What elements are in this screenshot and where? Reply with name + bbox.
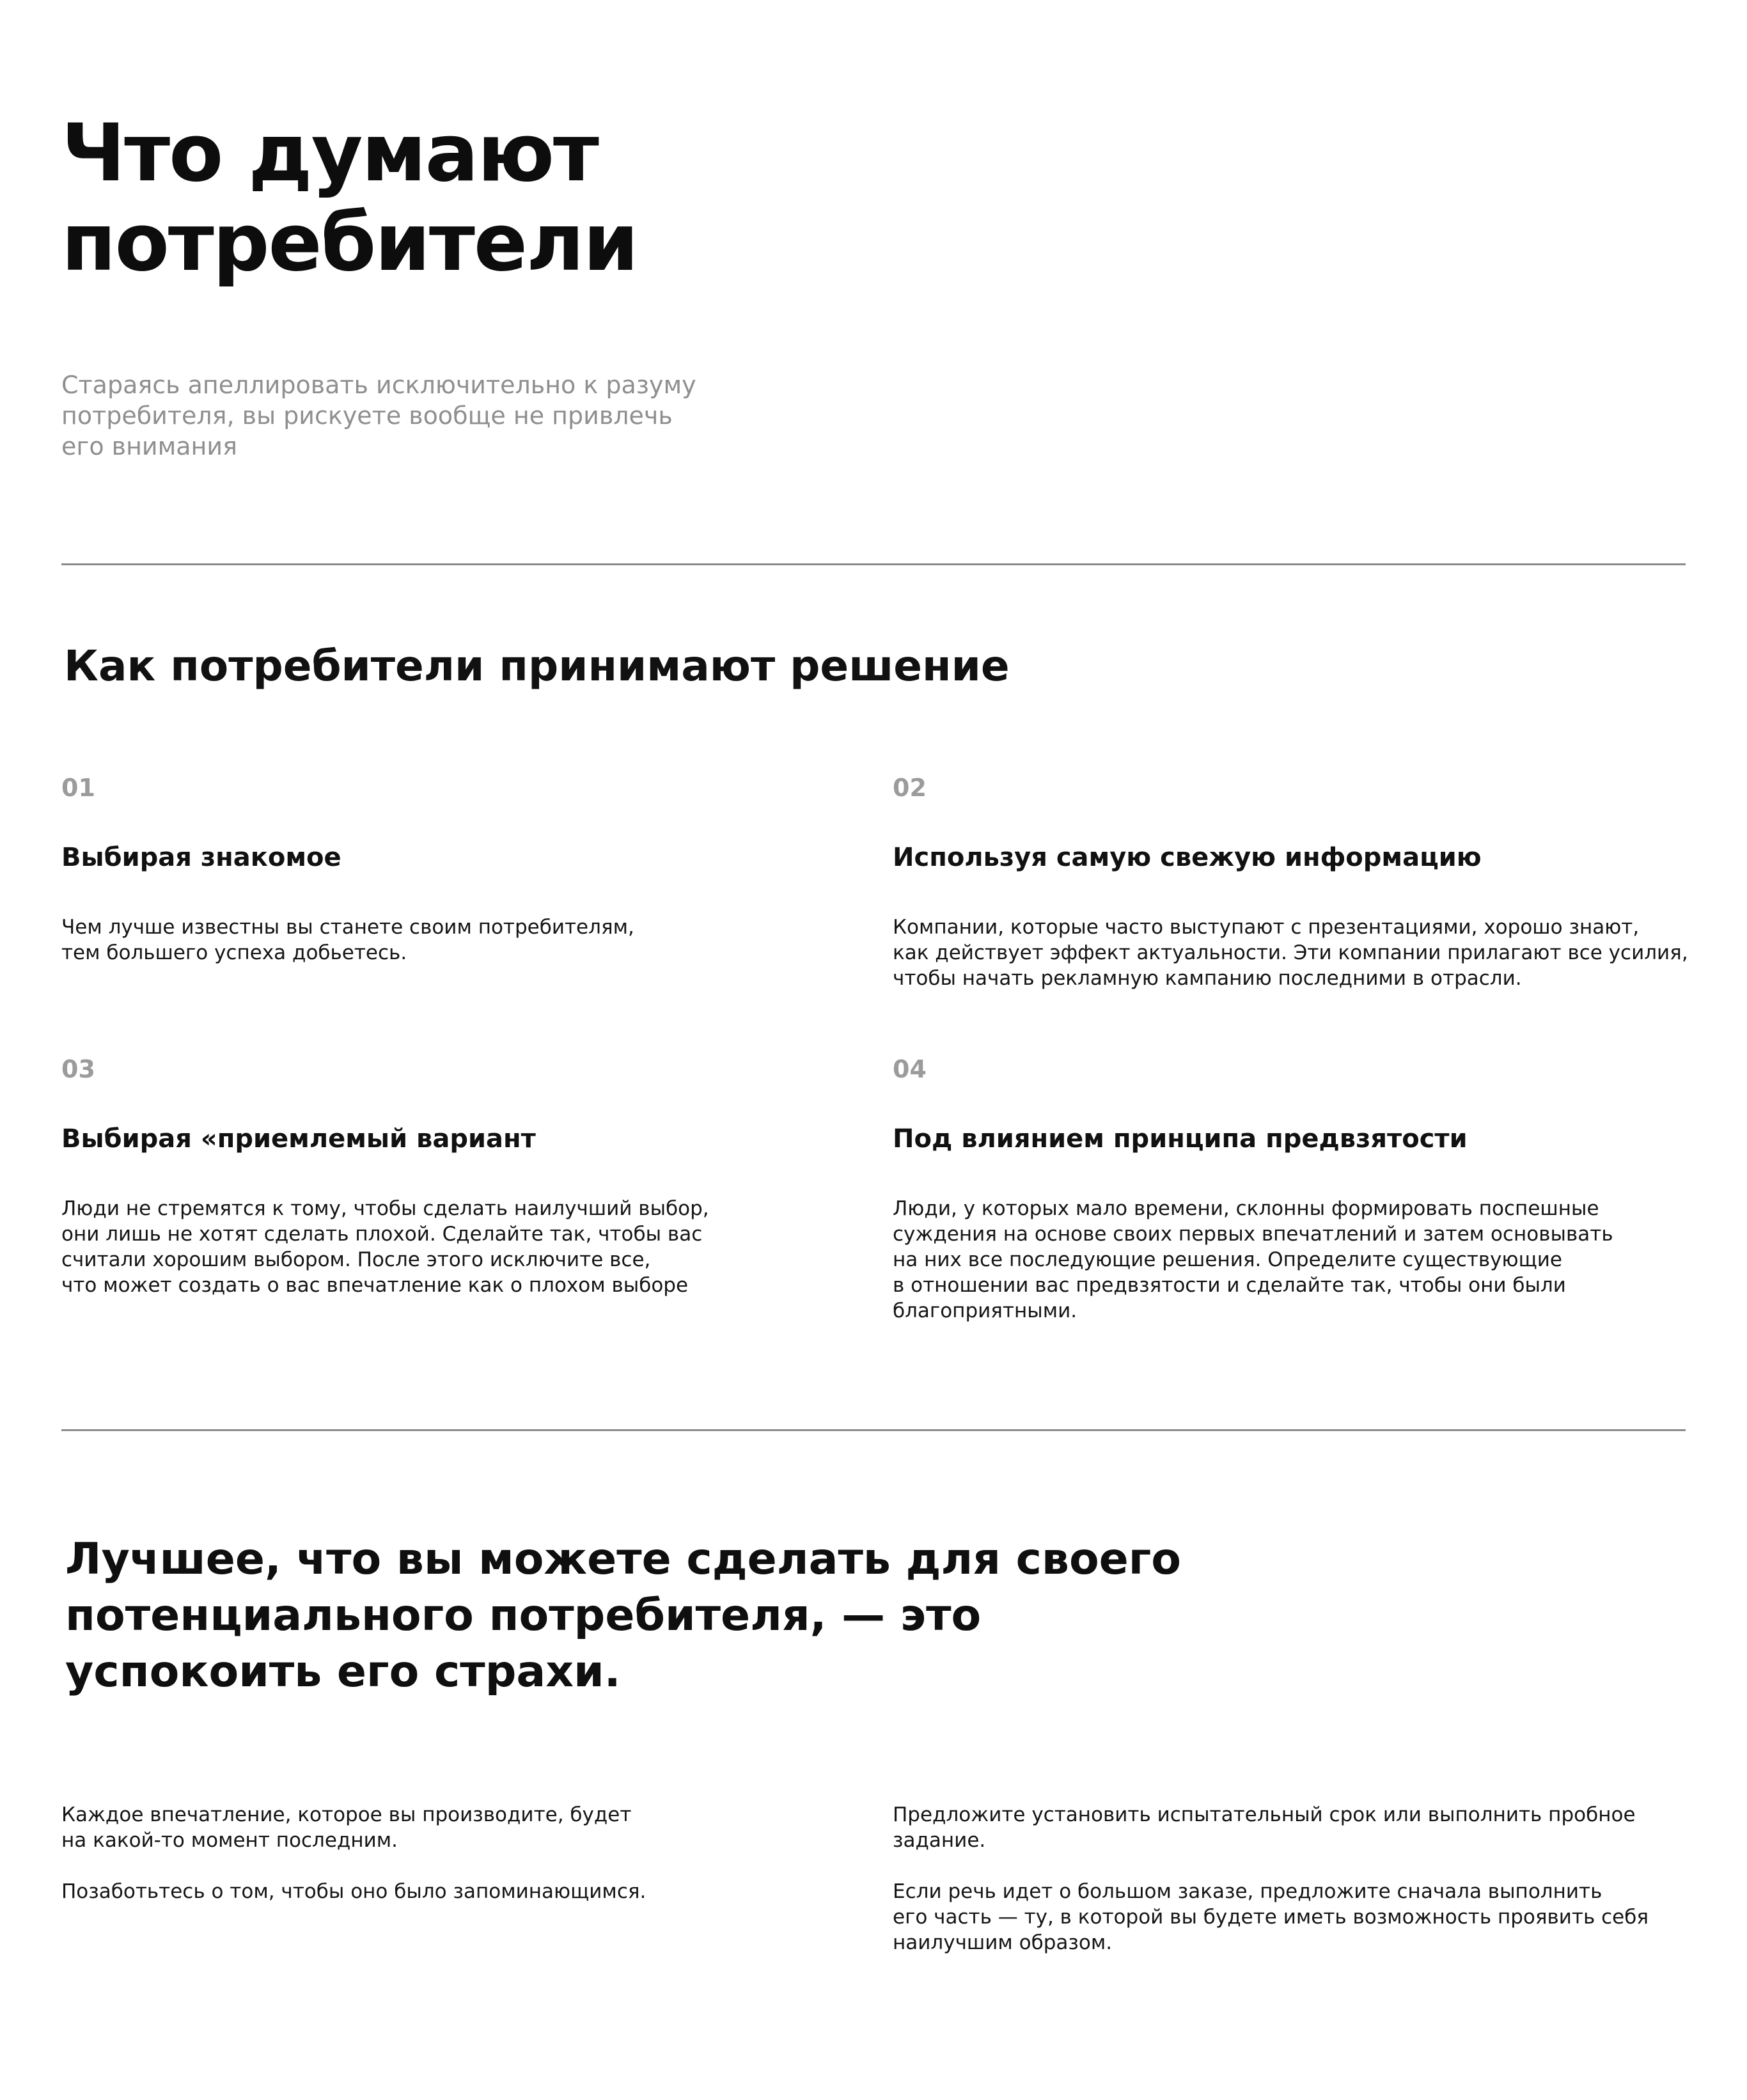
step-text-line: они лишь не хотят сделать плохой. Сделайте так, чтобы вас (61, 1223, 703, 1246)
step-number: 03 (61, 1055, 95, 1083)
advice-line: задание. (893, 1829, 986, 1852)
step-text-line: на них все последующие решения. Определите существующие (893, 1248, 1563, 1271)
advice-paragraph (61, 1802, 861, 1853)
step-text-line: Чем лучше известны вы станете своим потребителям, (61, 916, 634, 939)
step-text-line: благоприятными. (893, 1299, 1077, 1322)
step-text-line: суждения на основе своих первых впечатлений и затем основывать (893, 1223, 1613, 1246)
advice-line: Предложите установить испытательный срок или выполнить пробное (893, 1803, 1636, 1826)
page-lead-line: Стараясь апеллировать исключительно к разуму (61, 371, 696, 399)
advice-line: Каждое впечатление, которое вы производите, будет (61, 1803, 632, 1826)
advice-paragraph (61, 1879, 861, 1904)
page-title-line: потребители (61, 197, 638, 289)
step-text-line: чтобы начать рекламную кампанию последними в отрасли. (893, 967, 1522, 990)
decision-step (893, 772, 1692, 991)
step-number: 01 (61, 774, 95, 802)
decision-step (893, 1054, 1692, 1324)
step-title: Используя самую свежую информацию (893, 843, 1482, 872)
advice-line: Если речь идет о большом заказе, предложите сначала выполнить (893, 1880, 1602, 1903)
advice-column-left (61, 1802, 861, 1930)
advice-line: Позаботьтесь о том, чтобы оно было запоминающимся. (61, 1880, 646, 1903)
advice-paragraph (893, 1802, 1692, 1853)
decision-step (61, 772, 861, 966)
step-text-line: считали хорошим выбором. После этого исключите все, (61, 1248, 651, 1271)
step-title: Выбирая знакомое (61, 843, 341, 872)
quote-line: Лучшее, что вы можете сделать для своего (65, 1534, 1182, 1585)
step-text (893, 914, 1692, 991)
advice-line: наилучшим образом. (893, 1931, 1113, 1954)
step-text (61, 1196, 861, 1298)
step-text-line: в отношении вас предвзятости и сделайте так, чтобы они были (893, 1274, 1566, 1297)
page-title (61, 109, 957, 288)
step-text (893, 1196, 1692, 1324)
step-title: Выбирая «приемлемый вариант (61, 1124, 536, 1154)
page-lead-line: потребителя, вы рискуете вообще не привлечь (61, 402, 673, 430)
page-lead (61, 370, 765, 462)
step-text-line: Компании, которые часто выступают с презентациями, хорошо знают, (893, 916, 1640, 939)
step-text-line: Люди не стремятся к тому, чтобы сделать наилучший выбор, (61, 1197, 709, 1220)
step-text-line: тем большего успеха добьетесь. (61, 941, 407, 964)
page-title-line: Что думают (61, 107, 598, 200)
advice-column-right (893, 1802, 1692, 1981)
page-lead-line: его внимания (61, 432, 237, 460)
quote-line: потенциального потребителя, — это (65, 1590, 982, 1641)
section-divider (61, 563, 1686, 565)
section-divider (61, 1429, 1686, 1431)
advice-line: на какой-то момент последним. (61, 1829, 398, 1852)
step-text-line: что может создать о вас впечатление как о плохом выборе (61, 1274, 689, 1297)
advice-paragraph (893, 1879, 1692, 1955)
step-text-line: как действует эффект актуальности. Эти компании прилагают все усилия, (893, 941, 1688, 964)
step-title: Под влиянием принципа предвзятости (893, 1124, 1468, 1154)
step-text-line: Люди, у которых мало времени, склонны формировать поспешные (893, 1197, 1599, 1220)
step-number: 04 (893, 1055, 927, 1083)
step-number: 02 (893, 774, 927, 802)
quote-line: успокоить его страхи. (65, 1647, 621, 1697)
decision-step (61, 1054, 861, 1298)
step-text (61, 914, 861, 966)
advice-line: его часть — ту, в которой вы будете иметь возможность проявить себя (893, 1906, 1649, 1929)
section-title-decision: Как потребители принимают решение (64, 641, 1010, 691)
quote-heading (65, 1532, 1280, 1700)
